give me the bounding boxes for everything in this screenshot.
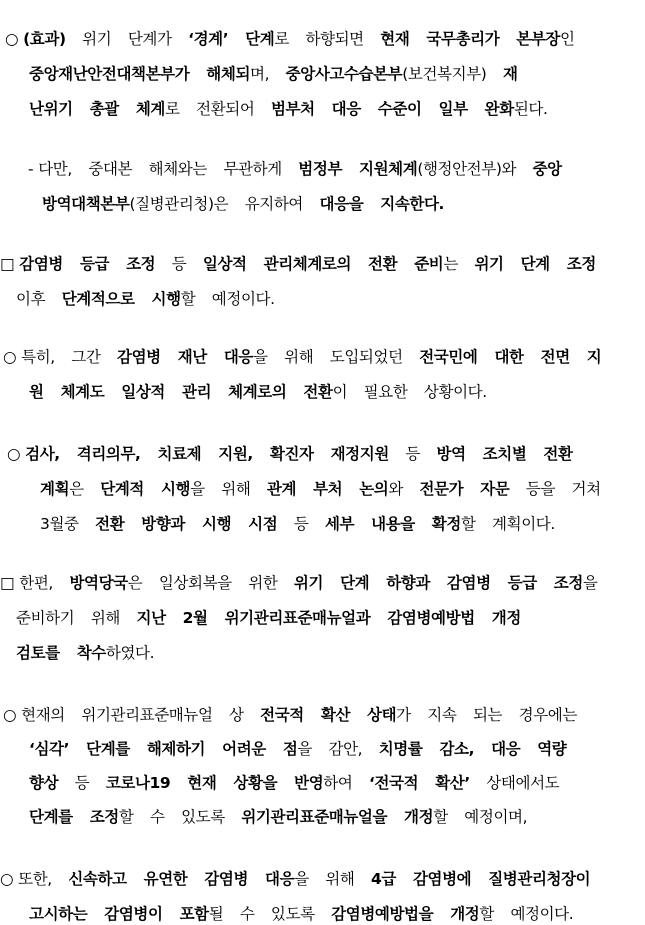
bold-text: 단계적 시행	[100, 480, 191, 498]
bold-text: 중앙사고수습본부	[285, 65, 403, 83]
text-line	[3, 705, 577, 725]
bold-text: 방역당국	[69, 574, 128, 592]
text-line	[29, 382, 487, 402]
bullet-marker: □	[0, 574, 15, 592]
text-run: 될 수 있도록	[208, 905, 332, 923]
bold-text: 검토를 착수	[16, 644, 106, 662]
bold-text: 방역 조치별 전환	[436, 445, 573, 463]
bold-text: 코로나19 현재 상황을 반영	[105, 774, 324, 792]
text-line	[0, 254, 596, 274]
bold-text: 세부 내용을 확정	[324, 515, 461, 533]
bold-text: 범정부 지원체계	[298, 160, 418, 178]
text-run: 할 계획이다.	[460, 515, 555, 533]
bold-text: 계획	[40, 480, 70, 498]
text-line	[29, 904, 573, 924]
bold-text: 신속하고 유연한 감염병 대응	[68, 870, 295, 888]
text-run: 위기 단계가	[65, 30, 189, 48]
text-line	[40, 479, 601, 499]
bold-text: 고시하는 감염병이 포함	[29, 905, 209, 923]
text-line	[40, 514, 555, 534]
text-run: 할 예정이다.	[479, 905, 574, 923]
bold-text: ‘전국적 확산’	[368, 774, 470, 792]
text-run: 할 예정이며,	[433, 808, 528, 826]
text-line	[42, 194, 444, 214]
bold-text: 향상	[29, 774, 59, 792]
text-line	[29, 773, 559, 793]
bold-text: 감염병 등급 조정	[19, 255, 156, 273]
text-line	[28, 159, 562, 179]
text-line	[16, 643, 154, 663]
text-run: 며,	[250, 65, 286, 83]
text-run: 을 감안,	[297, 740, 379, 758]
text-run: 이후	[16, 290, 62, 308]
text-run: 은	[69, 480, 101, 498]
bullet-marker: -	[28, 160, 34, 178]
bullet-marker: ○	[7, 445, 21, 463]
text-run: 하였다.	[105, 644, 155, 662]
bold-text: 치명률 감소, 대응 역량	[378, 740, 567, 758]
text-line	[29, 739, 566, 759]
text-line	[29, 99, 548, 119]
text-line	[16, 608, 521, 628]
bold-text: 위기 단계 조정	[474, 255, 596, 273]
text-line	[3, 347, 601, 367]
text-run: 와	[388, 480, 420, 498]
text-run: 또한,	[18, 870, 69, 888]
text-run: 등을 거쳐	[509, 480, 601, 498]
bold-text: 현재 국무총리가 본부장	[380, 30, 561, 48]
text-line	[0, 869, 590, 889]
bold-text: 지난 2월 위기관리표준매뉴얼과 감염병예방법 개정	[136, 609, 521, 627]
bold-text: 단계적으로 시행	[61, 290, 181, 308]
bold-text: 방역대책본부	[42, 195, 130, 213]
text-run: 을 위해	[190, 480, 267, 498]
bold-text: 전문가 자문	[419, 480, 510, 498]
text-run: 하여	[323, 774, 369, 792]
bold-text: 대응을 지속한다.	[319, 195, 445, 213]
text-run: 된다.	[513, 100, 548, 118]
bold-text: 난위기 총괄 체계	[29, 100, 166, 118]
bold-text: 단계를 조정	[29, 808, 119, 826]
text-run: 은 일상회복을 위한	[127, 574, 294, 592]
text-line	[16, 289, 275, 309]
bold-text: 감염병 재난 대응	[117, 348, 254, 366]
text-run: 할 수 있도록	[118, 808, 242, 826]
text-run: 을 위해 도입되었던	[253, 348, 420, 366]
text-run: 는	[443, 255, 475, 273]
text-run: 을	[582, 574, 598, 592]
bold-text: 4급 감염병에 질병관리청장이	[370, 870, 591, 888]
bold-text: 전환 방향과 시행 시점	[95, 515, 278, 533]
bold-text: 관계 부처 논의	[266, 480, 389, 498]
bullet-marker: ○	[5, 30, 19, 48]
bold-text: 검사, 격리의무, 치료제 지원, 확진자 재정지원	[25, 445, 389, 463]
text-run: 특히, 그간	[21, 348, 117, 366]
text-run: (행정안전부)와	[417, 160, 533, 178]
bold-text: 재	[502, 65, 518, 83]
bold-text: 범부처 대응 수준이 일부 완화	[270, 100, 514, 118]
text-run: (보건복지부)	[402, 65, 503, 83]
bold-text: 위기 단계 하향과 감염병 등급 조정	[293, 574, 583, 592]
bullet-marker: ○	[3, 706, 17, 724]
text-run: 인	[560, 30, 575, 48]
bullet-marker: □	[0, 255, 15, 273]
bold-text: 감염병예방법을 개정	[331, 905, 480, 923]
text-run: 가 지속 되는 경우에는	[396, 706, 577, 724]
bold-text: 일상적 관리체계로의 전환 준비	[202, 255, 444, 273]
text-run: 준비하기 위해	[16, 609, 137, 627]
bullet-marker: ○	[3, 348, 17, 366]
text-run: 3월중	[40, 515, 96, 533]
text-line	[29, 807, 527, 827]
text-run: 로 하향되면	[274, 30, 381, 48]
text-run: 등	[58, 774, 106, 792]
text-run: 할 예정이다.	[180, 290, 275, 308]
text-run: (질병관리청)은 유지하여	[129, 195, 320, 213]
text-run: 이 필요한 상황이다.	[332, 383, 487, 401]
bold-text: 중앙재난안전대책본부가 해체되	[29, 65, 251, 83]
text-run: 현재의 위기관리표준매뉴얼 상	[21, 706, 261, 724]
bold-text: 위기관리표준매뉴얼을 개정	[241, 808, 434, 826]
text-run: 로 전환되어	[165, 100, 271, 118]
bold-text: (효과)	[23, 30, 66, 48]
text-line	[7, 444, 573, 464]
text-line	[5, 29, 575, 49]
text-run: 한편,	[19, 574, 70, 592]
text-line	[29, 64, 518, 84]
bold-text: 중앙	[532, 160, 562, 178]
text-run: 등	[277, 515, 325, 533]
bold-text: ‘심각’ 단계를 해제하기 어려운 점	[29, 740, 298, 758]
text-run: 다만, 중대본 해체와는 무관하게	[38, 160, 299, 178]
bold-text: ‘경계’ 단계	[188, 30, 275, 48]
text-line	[0, 573, 598, 593]
text-run: 등	[388, 445, 437, 463]
bold-text: 전국적 확산 상태	[260, 706, 397, 724]
text-run: 상태에서도	[469, 774, 560, 792]
bold-text: 전국민에 대한 전면 지	[419, 348, 602, 366]
bold-text: 원 체계도 일상적 관리 체계로의 전환	[29, 383, 333, 401]
text-run: 등	[155, 255, 203, 273]
text-run: 을 위해	[294, 870, 371, 888]
bullet-marker: ○	[0, 870, 14, 888]
